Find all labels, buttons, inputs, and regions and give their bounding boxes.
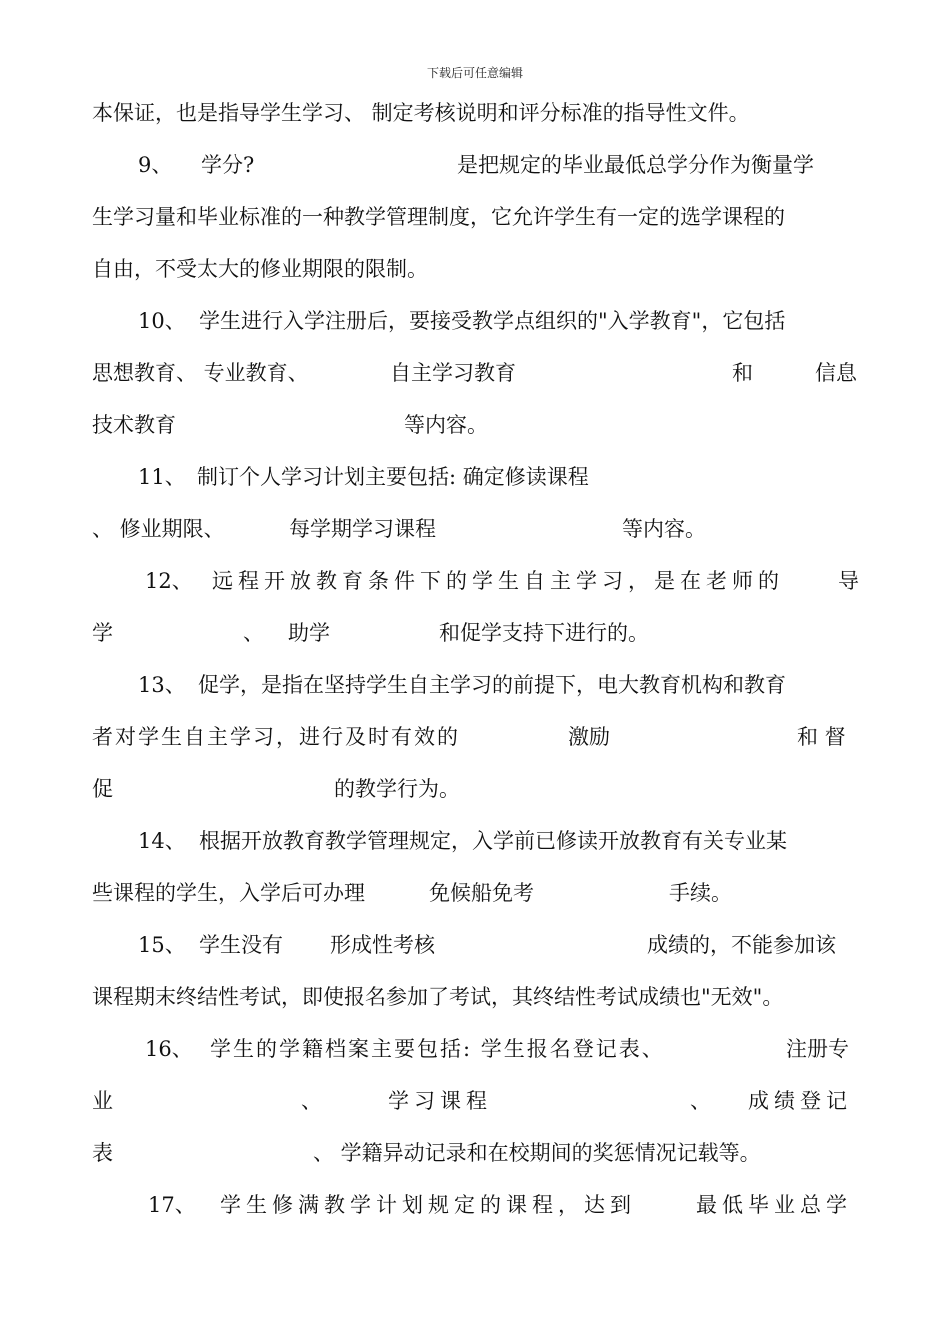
text-line: 生学习量和毕业标准的一种教学管理制度，它允许学生有一定的选学课程的 <box>92 205 785 229</box>
answer-text: 成绩登记 <box>748 1089 852 1113</box>
answer-text: 自主学习教育 <box>390 361 516 385</box>
text-line: 促学，是指在坚持学生自主学习的前提下，电大教育机构和教育 <box>198 673 786 697</box>
text-line: 者对学生自主学习，进行及时有效的 <box>92 725 460 749</box>
answer-text: 学 <box>92 621 113 645</box>
text-line: 远程开放教育条件下的学生自主学习，是在老师的 <box>212 569 784 593</box>
item-number: 13、 <box>138 673 186 697</box>
answer-text: 技术教育 <box>92 413 176 437</box>
text-line: 些课程的学生，入学后可办理 <box>92 881 365 905</box>
answer-text: 助学 <box>288 621 330 645</box>
text-line: 和促学支持下进行的。 <box>439 621 649 645</box>
text-line: 、 修业期限、 <box>92 517 225 541</box>
item-number: 14、 <box>138 829 186 853</box>
text-line: 是把规定的毕业最低总学分作为衡量学 <box>457 153 814 177</box>
text-line: 学生的学籍档案主要包括: 学生报名登记表、 <box>210 1037 665 1061</box>
item-number: 11、 <box>138 465 186 489</box>
item-number: 16、 <box>145 1037 193 1061</box>
answer-text: 免候船免考 <box>429 881 534 905</box>
text-line: 根据开放教育教学管理规定，入学前已修读开放教育有关专业某 <box>199 829 787 853</box>
text-line: 制订个人学习计划主要包括: 确定修读课程 <box>197 465 589 489</box>
answer-text: 每学期学习课程 <box>289 517 436 541</box>
text-line: 、 学籍异动记录和在校期间的奖惩情况记载等。 <box>313 1141 761 1165</box>
answer-text: 激励 <box>568 725 610 749</box>
answer-text: 业 <box>92 1089 113 1113</box>
answer-text: 导 <box>838 569 859 593</box>
answer-text: 促 <box>92 777 113 801</box>
text-line: 、 <box>301 1089 322 1113</box>
text-line: 思想教育、 专业教育、 <box>92 361 309 385</box>
answer-text: 信息 <box>815 361 857 385</box>
text-line: 学生修满教学计划规定的课程，达到 <box>220 1193 636 1217</box>
text-line: 学生没有 <box>199 933 283 957</box>
text-line: 的教学行为。 <box>334 777 460 801</box>
text-line: 和 督 <box>797 725 846 749</box>
item-number: 9、 <box>138 153 173 177</box>
text-line: 等内容。 <box>404 413 488 437</box>
text-line: 等内容。 <box>622 517 706 541</box>
text-line: 本保证，也是指导学生学习、 制定考核说明和评分标准的指导性文件。 <box>92 101 750 125</box>
answer-text: 学分? <box>201 153 255 177</box>
text-line: 、 <box>690 1089 711 1113</box>
text-line: 和 <box>732 361 753 385</box>
page-header: 下载后可任意编辑 <box>426 66 523 80</box>
answer-text: 表 <box>92 1141 113 1165</box>
item-number: 10、 <box>138 309 186 333</box>
answer-text: 形成性考核 <box>330 933 435 957</box>
text-line: 、 <box>243 621 264 645</box>
item-number: 12、 <box>145 569 193 593</box>
answer-text: 注册专 <box>786 1037 849 1061</box>
text-line: 学生进行入学注册后，要接受教学点组织的"入学教育"，它包括 <box>199 309 786 333</box>
text-line: 手续。 <box>669 881 732 905</box>
answer-text: 最低毕业总学 <box>696 1193 852 1217</box>
item-number: 15、 <box>138 933 186 957</box>
answer-text: 学习课程 <box>388 1089 492 1113</box>
text-line: 自由，不受太大的修业期限的限制。 <box>92 257 428 281</box>
item-number: 17、 <box>148 1193 196 1217</box>
text-line: 课程期末终结性考试，即使报名参加了考试，其终结性考试成绩也"无效"。 <box>92 985 784 1009</box>
text-line: 成绩的，不能参加该 <box>647 933 836 957</box>
